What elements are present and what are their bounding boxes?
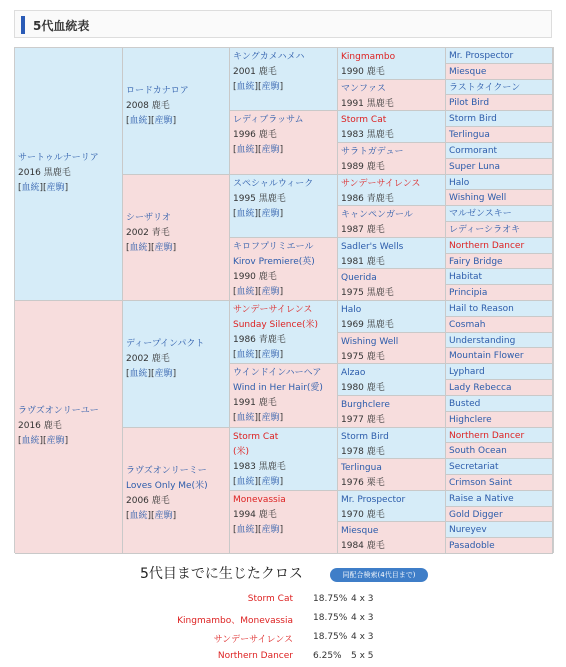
horse-name[interactable]: Cormorant bbox=[449, 146, 498, 156]
pedigree-links bbox=[233, 80, 334, 95]
cross-horse-name[interactable]: Kingmambo、Monevassia bbox=[177, 616, 293, 626]
pedigree-cell-g4 bbox=[338, 396, 446, 428]
pedigree-cell-g4 bbox=[338, 459, 446, 491]
horse-name[interactable]: Highclere bbox=[449, 415, 492, 425]
horse-name[interactable]: Miesque bbox=[341, 526, 379, 536]
pedigree-cell-g3 bbox=[230, 48, 338, 111]
pedigree-cell-g5 bbox=[446, 459, 553, 475]
horse-info: 1980 鹿毛 bbox=[341, 383, 385, 393]
offspring-link[interactable]: 産駒 bbox=[261, 350, 280, 360]
pedigree-link[interactable]: 血統 bbox=[129, 243, 148, 253]
offspring-link[interactable]: 産駒 bbox=[261, 477, 280, 487]
pedigree-cell-g3 bbox=[230, 428, 338, 491]
pedigree-link[interactable]: 血統 bbox=[21, 435, 40, 446]
horse-name[interactable]: Wishing Well bbox=[449, 193, 507, 203]
pedigree-links bbox=[18, 434, 119, 449]
bracket: ] bbox=[279, 413, 284, 423]
offspring-link[interactable]: 産駒 bbox=[261, 287, 280, 297]
offspring-link[interactable]: 産駒 bbox=[46, 435, 65, 446]
pedigree-cell-g5 bbox=[446, 254, 553, 269]
pedigree-cell-g5 bbox=[446, 238, 553, 254]
offspring-link[interactable]: 産駒 bbox=[261, 525, 280, 535]
pedigree-cell-g5 bbox=[446, 538, 553, 554]
offspring-link[interactable]: 産駒 bbox=[154, 511, 173, 521]
horse-info: 2002 青毛 bbox=[126, 228, 170, 238]
horse-info: 2002 鹿毛 bbox=[126, 354, 170, 364]
horse-name[interactable]: Monevassia bbox=[233, 495, 286, 505]
pedigree-link[interactable]: 血統 bbox=[236, 413, 255, 423]
pedigree-cell-g5 bbox=[446, 206, 553, 222]
horse-name[interactable]: キングカメハメハ bbox=[233, 52, 305, 62]
pedigree-link[interactable]: 血統 bbox=[21, 182, 40, 193]
cross-horse-name[interactable]: サンデーサイレンス bbox=[213, 635, 293, 645]
pedigree-links bbox=[233, 348, 334, 363]
pedigree-link[interactable]: 血統 bbox=[129, 116, 148, 126]
pedigree-links bbox=[233, 143, 334, 158]
pedigree-cell-g2 bbox=[123, 301, 230, 428]
pedigree-cell-g5 bbox=[446, 522, 553, 538]
pedigree-cell-g4 bbox=[338, 491, 446, 522]
horse-name[interactable]: South Ocean bbox=[449, 446, 507, 456]
bracket: [ bbox=[233, 413, 237, 423]
offspring-link[interactable]: 産駒 bbox=[261, 209, 280, 219]
horse-info: 2006 鹿毛 bbox=[126, 496, 170, 506]
pedigree-links bbox=[18, 181, 119, 196]
pedigree-cell-g5 bbox=[446, 127, 553, 143]
pedigree-cell-g2 bbox=[123, 48, 230, 175]
offspring-link[interactable]: 産駒 bbox=[154, 369, 173, 379]
bracket: [ bbox=[233, 82, 237, 92]
bracket: [ bbox=[233, 525, 237, 535]
horse-name[interactable]: Pilot Bird bbox=[449, 98, 490, 108]
pedigree-cell-g5 bbox=[446, 333, 553, 348]
cross-percent: 18.75% bbox=[313, 594, 348, 604]
horse-name[interactable]: Secretariat bbox=[449, 462, 499, 472]
horse-info: 1996 鹿毛 bbox=[233, 130, 277, 140]
pedigree-cell-g5 bbox=[446, 301, 553, 317]
cross-percent: 18.75% bbox=[313, 632, 348, 642]
bracket: ][ bbox=[147, 243, 155, 253]
horse-info: 1970 鹿毛 bbox=[341, 510, 385, 520]
horse-name[interactable]: マルゼンスキー bbox=[449, 209, 512, 219]
pedigree-link[interactable]: 血統 bbox=[236, 82, 255, 92]
horse-name-en[interactable]: (米) bbox=[233, 447, 250, 457]
bracket: ][ bbox=[254, 82, 262, 92]
pedigree-cell-g5 bbox=[446, 80, 553, 95]
horse-name[interactable]: ラヴズオンリーユー bbox=[18, 405, 99, 416]
bracket: [ bbox=[233, 209, 237, 219]
horse-name[interactable]: Crimson Saint bbox=[449, 478, 512, 488]
horse-info: 1990 鹿毛 bbox=[341, 67, 385, 77]
horse-name[interactable]: キャンペンガール bbox=[341, 210, 413, 220]
horse-name[interactable]: サートゥルナーリア bbox=[18, 152, 99, 163]
pedigree-cell-g4 bbox=[338, 269, 446, 301]
horse-name[interactable]: Habitat bbox=[449, 272, 483, 282]
pedigree-links bbox=[233, 207, 334, 222]
horse-info: 1969 黒鹿毛 bbox=[341, 320, 394, 330]
horse-info: 1975 黒鹿毛 bbox=[341, 288, 394, 298]
pedigree-cell-g5 bbox=[446, 491, 553, 507]
horse-name[interactable]: Wishing Well bbox=[341, 337, 399, 347]
pedigree-cell-g5 bbox=[446, 95, 553, 111]
horse-info: 2016 黒鹿毛 bbox=[18, 167, 71, 178]
pedigree-cell-g5 bbox=[446, 507, 553, 522]
horse-info: 1991 黒鹿毛 bbox=[341, 99, 394, 109]
bracket: ][ bbox=[254, 145, 262, 155]
horse-name[interactable]: Mr. Prospector bbox=[449, 51, 514, 61]
pedigree-cell-g5 bbox=[446, 285, 553, 301]
cross-row bbox=[0, 613, 566, 629]
pedigree-cell-g4 bbox=[338, 80, 446, 111]
offspring-link[interactable]: 産駒 bbox=[46, 182, 65, 193]
pedigree-link[interactable]: 血統 bbox=[236, 287, 255, 297]
horse-info: 1983 黒鹿毛 bbox=[233, 462, 286, 472]
cross-generation: 4 x 3 bbox=[351, 594, 374, 604]
horse-info: 1978 鹿毛 bbox=[341, 447, 385, 457]
bracket: [ bbox=[126, 511, 130, 521]
horse-name[interactable]: Storm Cat bbox=[341, 115, 387, 125]
bracket: ] bbox=[64, 182, 69, 193]
horse-name[interactable]: Understanding bbox=[449, 336, 516, 346]
horse-name[interactable]: Nureyev bbox=[449, 525, 487, 535]
offspring-link[interactable]: 産駒 bbox=[154, 116, 173, 126]
cross-generation: 5 x 5 bbox=[351, 651, 374, 661]
offspring-link[interactable]: 産駒 bbox=[261, 145, 280, 155]
bracket: [ bbox=[126, 369, 130, 379]
bracket: [ bbox=[233, 350, 237, 360]
bracket: ] bbox=[172, 511, 177, 521]
bracket: [ bbox=[233, 477, 237, 487]
horse-info: 2001 鹿毛 bbox=[233, 67, 277, 77]
bracket: ] bbox=[279, 287, 284, 297]
offspring-link[interactable]: 産駒 bbox=[154, 243, 173, 253]
horse-info: 1986 青鹿毛 bbox=[233, 335, 286, 345]
bracket: ] bbox=[279, 82, 284, 92]
pedigree-links bbox=[233, 285, 334, 300]
pedigree-cell-g4 bbox=[338, 428, 446, 459]
offspring-link[interactable]: 産駒 bbox=[261, 413, 280, 423]
section-title: 5代血統表 bbox=[33, 19, 90, 33]
pedigree-links bbox=[233, 475, 334, 490]
bracket: ][ bbox=[147, 369, 155, 379]
bracket: ] bbox=[172, 243, 177, 253]
horse-name[interactable]: サラトガデュー bbox=[341, 147, 404, 157]
horse-name[interactable]: スペシャルウィーク bbox=[233, 179, 314, 189]
pedigree-cell-g5 bbox=[446, 348, 553, 364]
pedigree-cell-g4 bbox=[338, 522, 446, 554]
horse-name[interactable]: ディープインパクト bbox=[126, 339, 205, 349]
pedigree-cell-g4 bbox=[338, 111, 446, 143]
bracket: ][ bbox=[254, 350, 262, 360]
horse-name[interactable]: レディーシラオキ bbox=[449, 225, 521, 235]
pedigree-cell-g3 bbox=[230, 238, 338, 301]
pedigree-cell-g5 bbox=[446, 396, 553, 412]
cross-generation: 4 x 3 bbox=[351, 613, 374, 623]
horse-name[interactable]: Principia bbox=[449, 288, 488, 298]
pedigree-cell-g5 bbox=[446, 222, 553, 238]
pedigree-cell-g5 bbox=[446, 475, 553, 491]
cross-row bbox=[0, 594, 566, 610]
horse-name[interactable]: Sadler's Wells bbox=[341, 242, 404, 252]
horse-name[interactable]: Querida bbox=[341, 273, 377, 283]
horse-info: 1991 鹿毛 bbox=[233, 398, 277, 408]
horse-name[interactable]: Gold Digger bbox=[449, 510, 503, 520]
pedigree-cell-g5 bbox=[446, 64, 553, 80]
horse-name[interactable]: Terlingua bbox=[341, 463, 382, 473]
horse-name[interactable]: Storm Cat bbox=[233, 432, 279, 442]
horse-info: 1994 鹿毛 bbox=[233, 510, 277, 520]
horse-name[interactable]: Storm Bird bbox=[449, 114, 497, 124]
horse-info: 1981 鹿毛 bbox=[341, 257, 385, 267]
pedigree-cell-g5 bbox=[446, 364, 553, 380]
horse-name[interactable]: サンデーサイレンス bbox=[233, 305, 313, 315]
pedigree-cell-g5 bbox=[446, 175, 553, 190]
horse-name[interactable]: Hail to Reason bbox=[449, 304, 514, 314]
bracket: ][ bbox=[147, 116, 155, 126]
horse-name[interactable]: サンデーサイレンス bbox=[341, 179, 421, 189]
horse-name[interactable]: Lady Rebecca bbox=[449, 383, 512, 393]
bracket: ] bbox=[279, 209, 284, 219]
cross-generation: 4 x 3 bbox=[351, 632, 374, 642]
bracket: ] bbox=[279, 350, 284, 360]
pedigree-cell-g3 bbox=[230, 175, 338, 238]
pedigree-cell-g5 bbox=[446, 143, 553, 159]
pedigree-cell-g4 bbox=[338, 301, 446, 333]
horse-info: 1983 黒鹿毛 bbox=[341, 130, 394, 140]
horse-name[interactable]: Halo bbox=[341, 305, 362, 315]
horse-name[interactable]: Fairy Bridge bbox=[449, 257, 503, 267]
pedigree-table bbox=[14, 47, 554, 553]
pedigree-link[interactable]: 血統 bbox=[236, 145, 255, 155]
horse-name-en[interactable]: Kirov Premiere(英) bbox=[233, 257, 315, 267]
pedigree-cell-g4 bbox=[338, 48, 446, 80]
bracket: [ bbox=[18, 435, 22, 446]
pedigree-cell-g1 bbox=[15, 301, 123, 554]
horse-info: 1986 青鹿毛 bbox=[341, 194, 394, 204]
horse-name[interactable]: ウインドインハーヘア bbox=[233, 368, 322, 378]
horse-name[interactable]: Northern Dancer bbox=[449, 431, 525, 441]
horse-info: 1987 鹿毛 bbox=[341, 225, 385, 235]
horse-name[interactable]: Pasadoble bbox=[449, 541, 495, 551]
bracket: ][ bbox=[254, 477, 262, 487]
pedigree-links bbox=[126, 114, 226, 129]
bracket: ][ bbox=[147, 511, 155, 521]
pedigree-cell-g5 bbox=[446, 111, 553, 127]
cross-title: 5代目までに生じたクロス bbox=[140, 566, 303, 582]
horse-info: 1976 栗毛 bbox=[341, 478, 385, 488]
bracket: [ bbox=[233, 145, 237, 155]
horse-info: 1990 鹿毛 bbox=[233, 272, 277, 282]
same-breeding-search-button[interactable]: 同配合検索(4代目まで) bbox=[330, 568, 428, 582]
horse-name[interactable]: Kingmambo bbox=[341, 52, 396, 62]
horse-info: 2008 鹿毛 bbox=[126, 101, 170, 111]
bracket: ] bbox=[279, 145, 284, 155]
horse-name[interactable]: キロフプリミエール bbox=[233, 242, 314, 252]
pedigree-links bbox=[233, 523, 334, 538]
horse-info: 1975 鹿毛 bbox=[341, 352, 385, 362]
bracket: ] bbox=[64, 435, 69, 446]
horse-name-en[interactable]: Wind in Her Hair(愛) bbox=[233, 383, 323, 393]
horse-name[interactable]: Lyphard bbox=[449, 367, 485, 377]
cross-row bbox=[0, 632, 566, 648]
bracket: [ bbox=[126, 116, 130, 126]
bracket: ] bbox=[172, 369, 177, 379]
pedigree-link[interactable]: 血統 bbox=[129, 369, 148, 379]
bracket: [ bbox=[126, 243, 130, 253]
horse-name[interactable]: Halo bbox=[449, 178, 470, 188]
section-header bbox=[14, 10, 552, 38]
horse-name[interactable]: レディブラッサム bbox=[233, 115, 304, 125]
bracket: ] bbox=[172, 116, 177, 126]
pedigree-link[interactable]: 血統 bbox=[236, 525, 255, 535]
horse-name[interactable]: Northern Dancer bbox=[449, 241, 525, 251]
cross-percent: 6.25% bbox=[313, 651, 342, 661]
offspring-link[interactable]: 産駒 bbox=[261, 82, 280, 92]
horse-name[interactable]: マンファス bbox=[341, 84, 386, 94]
bracket: [ bbox=[233, 287, 237, 297]
pedigree-links bbox=[126, 509, 226, 524]
pedigree-cell-g2 bbox=[123, 175, 230, 301]
horse-info: 1977 鹿毛 bbox=[341, 415, 385, 425]
pedigree-cell-g5 bbox=[446, 190, 553, 206]
pedigree-cell-g4 bbox=[338, 143, 446, 175]
horse-name[interactable]: Busted bbox=[449, 399, 481, 409]
pedigree-link[interactable]: 血統 bbox=[236, 209, 255, 219]
pedigree-cell-g4 bbox=[338, 238, 446, 269]
pedigree-cell-g3 bbox=[230, 364, 338, 428]
pedigree-cell-g5 bbox=[446, 159, 553, 175]
pedigree-cell-g3 bbox=[230, 491, 338, 554]
pedigree-cell-g5 bbox=[446, 412, 553, 428]
pedigree-cell-g4 bbox=[338, 175, 446, 206]
bracket: ] bbox=[279, 477, 284, 487]
cross-horse-name[interactable]: Storm Cat bbox=[247, 594, 293, 604]
horse-info: 1995 黒鹿毛 bbox=[233, 194, 286, 204]
bracket: ][ bbox=[254, 209, 262, 219]
pedigree-cell-g4 bbox=[338, 206, 446, 238]
pedigree-cell-g5 bbox=[446, 443, 553, 459]
horse-name[interactable]: Mountain Flower bbox=[449, 351, 524, 361]
pedigree-link[interactable]: 血統 bbox=[236, 350, 255, 360]
pedigree-cell-g4 bbox=[338, 364, 446, 396]
horse-name[interactable]: ラストタイクーン bbox=[449, 83, 521, 93]
pedigree-links bbox=[126, 241, 226, 256]
pedigree-cell-g5 bbox=[446, 380, 553, 396]
pedigree-cell-g1 bbox=[15, 48, 123, 301]
pedigree-cell-g2 bbox=[123, 428, 230, 554]
horse-name[interactable]: シーザリオ bbox=[126, 213, 171, 223]
cross-horse-name[interactable]: Northern Dancer bbox=[217, 651, 293, 661]
bracket: ][ bbox=[254, 287, 262, 297]
horse-name[interactable]: Raise a Native bbox=[449, 494, 514, 504]
pedigree-cell-g5 bbox=[446, 48, 553, 64]
pedigree-cell-g4 bbox=[338, 333, 446, 364]
bracket: [ bbox=[18, 182, 22, 193]
horse-name[interactable]: Terlingua bbox=[449, 130, 490, 140]
horse-info: 1989 鹿毛 bbox=[341, 162, 385, 172]
horse-name[interactable]: Cosmah bbox=[449, 320, 486, 330]
bracket: ] bbox=[279, 525, 284, 535]
bracket: ][ bbox=[254, 413, 262, 423]
horse-name-en[interactable]: Loves Only Me(米) bbox=[126, 481, 208, 491]
horse-info: 2016 鹿毛 bbox=[18, 420, 62, 431]
horse-name[interactable]: Storm Bird bbox=[341, 432, 389, 442]
pedigree-link[interactable]: 血統 bbox=[129, 511, 148, 521]
bracket: ][ bbox=[39, 435, 47, 446]
pedigree-links bbox=[126, 367, 226, 382]
header-accent-bar bbox=[21, 16, 25, 34]
pedigree-cell-g5 bbox=[446, 269, 553, 285]
horse-name[interactable]: Miesque bbox=[449, 67, 487, 77]
pedigree-cell-g3 bbox=[230, 111, 338, 175]
bracket: ][ bbox=[254, 525, 262, 535]
horse-name[interactable]: Burghclere bbox=[341, 400, 390, 410]
horse-name[interactable]: Mr. Prospector bbox=[341, 495, 406, 505]
pedigree-cell-g5 bbox=[446, 317, 553, 333]
horse-info: 1984 鹿毛 bbox=[341, 541, 385, 551]
pedigree-cell-g3 bbox=[230, 301, 338, 364]
horse-name[interactable]: ラヴズオンリーミー bbox=[126, 466, 207, 476]
horse-name[interactable]: Super Luna bbox=[449, 162, 501, 172]
pedigree-cell-g5 bbox=[446, 428, 553, 443]
bracket: ][ bbox=[39, 182, 47, 193]
horse-name[interactable]: ロードカナロア bbox=[126, 86, 189, 96]
horse-name-en[interactable]: Sunday Silence(米) bbox=[233, 320, 318, 330]
pedigree-link[interactable]: 血統 bbox=[236, 477, 255, 487]
cross-percent: 18.75% bbox=[313, 613, 348, 623]
cross-row bbox=[0, 651, 566, 667]
pedigree-links bbox=[233, 411, 334, 426]
horse-name[interactable]: Alzao bbox=[341, 368, 366, 378]
